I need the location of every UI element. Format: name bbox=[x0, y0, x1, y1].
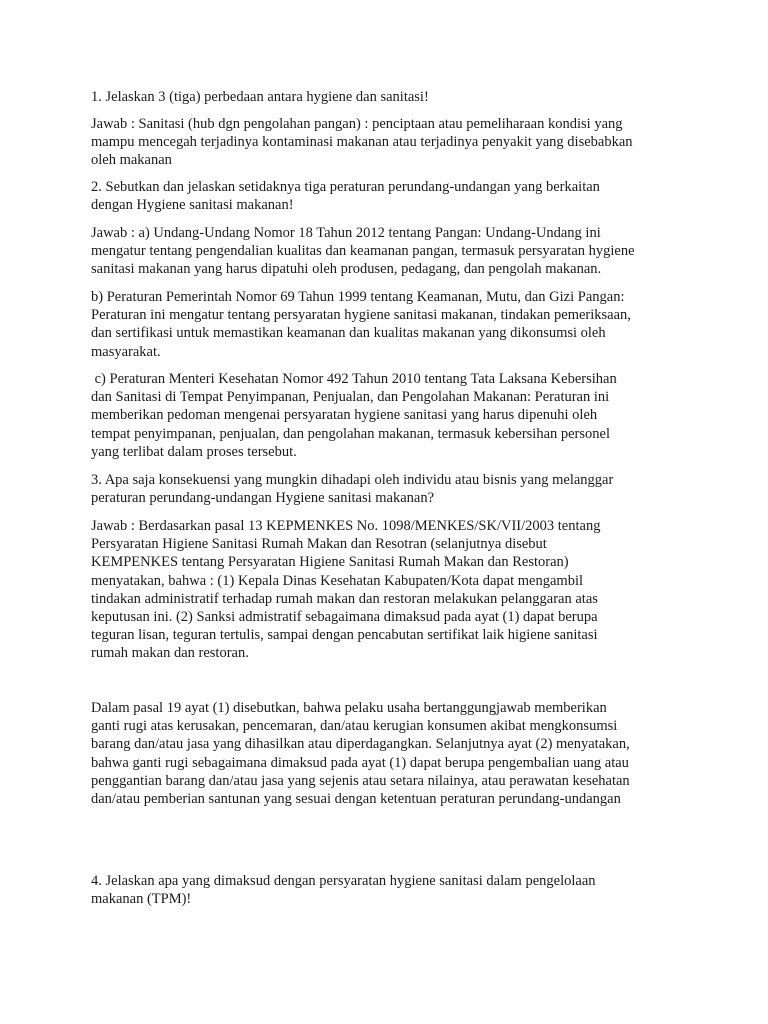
answer-2c-line: yang terlibat dalam proses tersebut. bbox=[91, 443, 297, 460]
answer-3-line: menyatakan, bahwa : (1) Kepala Dinas Kesehatan Kabupaten/Kota dapat mengambil bbox=[91, 572, 584, 589]
answer-3-continuation bbox=[91, 699, 681, 808]
answer-3-continuation-line: barang dan/atau jasa yang dihasilkan atau diperdagangkan. Selanjutnya ayat (2) menyatakan, bbox=[91, 736, 630, 753]
answer-2b-line: b) Peraturan Pemerintah Nomor 69 Tahun 1999 tentang Keamanan, Mutu, dan Gizi Pangan: bbox=[91, 289, 625, 305]
answer-3-continuation-line: dan/atau pemberian santunan yang sesuai dengan ketentuan peraturan perundang-undangan bbox=[91, 791, 621, 808]
answer-2a-line: sanitasi makanan yang harus dipatuhi oleh produsen, pedagang, dan pengolah makanan. bbox=[91, 261, 602, 278]
answer-3-continuation-line: penggantian barang dan/atau jasa yang sejenis atau setara nilainya, atau perawatan kesehatan bbox=[91, 772, 630, 789]
answer-2c-line: tempat penyimpanan, penjualan, dan pengolahan makanan, termasuk kebersihan personel bbox=[91, 425, 610, 442]
answer-3-line: tindakan administratif terhadap rumah makan dan restoran melakukan pelanggaran atas bbox=[91, 590, 598, 607]
question-4-line: makanan (TPM)! bbox=[91, 891, 192, 908]
question-4-line: 4. Jelaskan apa yang dimaksud dengan persyaratan hygiene sanitasi dalam pengelolaan bbox=[91, 873, 596, 889]
answer-3-continuation-line: bahwa ganti rugi sebagaimana dimaksud pada ayat (1) dapat berupa pengembalian uang atau bbox=[91, 754, 629, 771]
answer-2b bbox=[91, 288, 681, 361]
answer-3 bbox=[91, 517, 681, 663]
answer-1-line: mampu mencegah terjadinya kontaminasi makanan atau terjadinya penyakit yang disebabkan bbox=[91, 134, 633, 151]
answer-1 bbox=[91, 115, 681, 170]
answer-3-continuation-line: ganti rugi atas kerusakan, pencemaran, dan/atau kerugian konsumen akibat mengkonsumsi bbox=[91, 718, 618, 735]
question-3-line: 3. Apa saja konsekuensi yang mungkin dihadapi oleh individu atau bisnis yang melanggar bbox=[91, 472, 614, 488]
question-2-line: 2. Sebutkan dan jelaskan setidaknya tiga peraturan perundang-undangan yang berkaitan bbox=[91, 179, 600, 195]
answer-2a bbox=[91, 224, 681, 279]
question-1-text: 1. Jelaskan 3 (tiga) perbedaan antara hygiene dan sanitasi! bbox=[91, 89, 429, 105]
answer-1-line: oleh makanan bbox=[91, 152, 172, 169]
answer-3-line: rumah makan dan restoran. bbox=[91, 645, 249, 662]
answer-2c bbox=[91, 370, 681, 461]
answer-1-line: Jawab : Sanitasi (hub dgn pengolahan pangan) : penciptaan atau pemeliharaan kondisi yang bbox=[91, 116, 623, 132]
question-3-line: peraturan perundang-undangan Hygiene sanitasi makanan? bbox=[91, 490, 435, 507]
answer-3-line: KEMPENKES tentang Persyaratan Higiene Sanitasi Rumah Makan dan Restoran) bbox=[91, 554, 569, 571]
question-1 bbox=[91, 88, 681, 106]
question-4 bbox=[91, 872, 681, 908]
answer-3-line: Persyaratan Higiene Sanitasi Rumah Makan dan Resotran (selanjutnya disebut bbox=[91, 536, 547, 553]
question-2 bbox=[91, 178, 681, 214]
answer-3-line: keputusan ini. (2) Sanksi admistratif sebagaimana dimaksud pada ayat (1) dapat berupa bbox=[91, 609, 598, 626]
answer-2c-line: memberikan pedoman mengenai persyaratan hygiene sanitasi yang harus dipenuhi oleh bbox=[91, 407, 598, 424]
answer-3-line: Jawab : Berdasarkan pasal 13 KEPMENKES No. 1098/MENKES/SK/VII/2003 tentang bbox=[91, 518, 601, 534]
question-3 bbox=[91, 471, 681, 507]
answer-3-line: teguran lisan, teguran tertulis, sampai dengan pencabutan sertifikat laik higiene sanitasi bbox=[91, 627, 598, 644]
answer-3-continuation-line: Dalam pasal 19 ayat (1) disebutkan, bahwa pelaku usaha bertanggungjawab memberikan bbox=[91, 700, 607, 716]
answer-2a-line: mengatur tentang pengendalian kualitas dan keamanan pangan, termasuk persyaratan hygiene bbox=[91, 243, 635, 260]
answer-2c-line: dan Sanitasi di Tempat Penyimpanan, Penjualan, dan Pengolahan Makanan: Peraturan ini bbox=[91, 389, 610, 406]
question-2-line: dengan Hygiene sanitasi makanan! bbox=[91, 197, 294, 214]
answer-2b-line: dan sertifikasi untuk memastikan keamanan dan kualitas makanan yang dikonsumsi oleh bbox=[91, 325, 606, 342]
answer-2b-line: masyarakat. bbox=[91, 343, 161, 360]
answer-2c-line: c) Peraturan Menteri Kesehatan Nomor 492 Tahun 2010 tentang Tata Laksana Kebersihan bbox=[91, 371, 617, 387]
answer-2b-line: Peraturan ini mengatur tentang persyaratan hygiene sanitasi makanan, tindakan pemeriksaan, bbox=[91, 307, 631, 324]
answer-2a-line: Jawab : a) Undang-Undang Nomor 18 Tahun 2012 tentang Pangan: Undang-Undang ini bbox=[91, 225, 601, 241]
